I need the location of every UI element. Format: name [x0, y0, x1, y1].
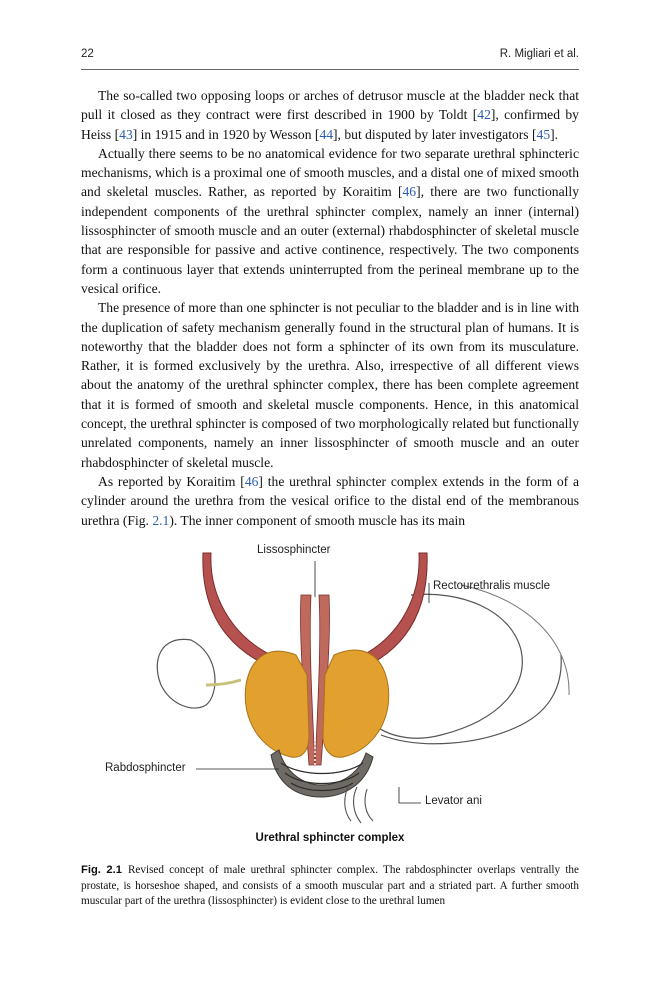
running-head: [81, 48, 579, 60]
page-number: 22: [81, 48, 94, 60]
paragraph-1: The so-called two opposing loops or arches of detrusor muscle at the bladder neck that pull it closed as they contract were first described in 1900 by Toldt [42], confirmed by Heiss [43] in 1915 and in 1920 by Wesson [44], but disputed by later investigators [45].: [81, 88, 579, 142]
figure-urethral-sphincter: [81, 535, 579, 855]
prostate-left-lobe: [245, 651, 309, 757]
caption-text: Revised concept of male urethral sphincter complex. The rabdosphincter overlaps ventrally the prostate, is horseshoe shaped, and consists of a smooth muscular part and a striated part. A further smooth muscular part of the urethra (lissosphincter) is evident close to the urethral lumen: [81, 864, 579, 908]
outer-arc: [461, 585, 569, 695]
header-rule: [81, 69, 579, 70]
label-lissosphincter: Lissosphincter: [257, 544, 331, 556]
figure-caption: [81, 863, 579, 910]
paragraph-2: Actually there seems to be no anatomical evidence for two separate urethral sphincteric mechanisms, which is a proximal one of smooth muscles, and a distal one of mixed smooth and skeletal muscles. Rather, as reported by Koraitim [46], there are two functionally independent components of the urethral sphincter complex, namely an inner (internal) lissosphincter of smooth muscle and an outer (external) rhabdosphincter of skeletal muscle that are responsible for passive and active continence, respectively. The two components form a continuous layer that extends uninterrupted from the perineal membrane up to the vesical orifice.: [81, 145, 579, 296]
label-rectourethralis: Rectourethralis muscle: [433, 580, 550, 592]
figure-title: Urethral sphincter complex: [255, 832, 405, 844]
levator-outline: [381, 655, 561, 744]
figure-link[interactable]: 2.1: [152, 512, 170, 528]
label-rabdosphincter: Rabdosphincter: [105, 762, 186, 774]
citation-link[interactable]: 43: [119, 126, 133, 142]
citation-link[interactable]: 42: [477, 107, 491, 123]
paragraph-4: As reported by Koraitim [46] the urethral sphincter complex extends in the form of a cylinder around the urethra from the vesical orifice to the distal end of the membranous urethra (Fig. 2.1). The inner component of smooth muscle has its main: [81, 473, 579, 528]
rectum-outline: [371, 594, 522, 738]
paragraph-3: The presence of more than one sphincter is not peculiar to the bladder and is in line with the duplication of safety mechanism generally found in the structural plan of humans. It is noteworthy that the bladder does not form a sphincter of its own from its musculature. Rather, it is formed exclusively by the urethra. Also, irrespective of all different views about the anatomy of the urethral sphincter complex, there has been complete agreement that it is formed of smooth and skeletal muscle components. Hence, in this anatomical concept, the urethral sphincter is composed of two morphologically related but functionally unrelated components, namely an inner lissosphincter of smooth muscle and an outer rhabdosphincter of skeletal muscle.: [81, 300, 579, 470]
citation-link[interactable]: 45: [536, 126, 551, 142]
citation-link[interactable]: 44: [319, 126, 334, 142]
citation-link[interactable]: 46: [402, 184, 417, 200]
label-levator-ani: Levator ani: [425, 795, 482, 807]
citation-link[interactable]: 46: [244, 473, 259, 489]
prostate-right-lobe: [323, 650, 389, 757]
running-title: R. Migliari et al.: [499, 48, 579, 60]
body-text: [81, 86, 579, 530]
levator-ani: [345, 785, 373, 823]
pubic-outline: [157, 639, 215, 708]
leader-levator-ani: [399, 787, 421, 803]
figure-number: Fig. 2.1: [81, 864, 122, 876]
